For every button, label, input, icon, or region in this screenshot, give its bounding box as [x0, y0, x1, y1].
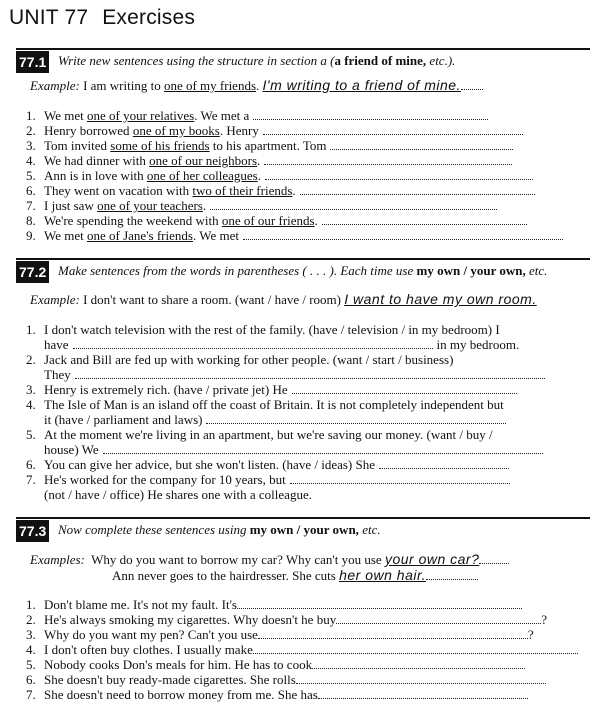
answer-blank[interactable] — [336, 612, 541, 627]
answer-blank[interactable] — [206, 412, 506, 427]
example-line: Example: I am writing to one of my friends. I'm writing to a friend of mine. — [30, 77, 483, 94]
exercise-item: 6. She doesn't buy ready-made cigarettes. She rolls — [26, 672, 546, 687]
example-answer: your own car? — [384, 551, 480, 567]
example-answer: her own hair. — [339, 567, 427, 583]
exercise-item: 1. We met one of your relatives. We met a — [26, 108, 488, 123]
exercise-item: 5. At the moment we're living in an apartment, but we're saving our money. (want / buy / — [26, 427, 493, 442]
exercise-item: 8. We're spending the weekend with one of our friends. — [26, 213, 527, 228]
exercise-number: 77.3 — [16, 520, 49, 542]
exercise-number: 77.1 — [16, 51, 49, 73]
example-answer: I want to have my own room. — [344, 291, 537, 307]
example-line-2: Ann never goes to the hairdresser. She cuts her own hair. — [112, 567, 478, 584]
instruction: Now complete these sentences using my own / your own, etc. — [58, 522, 381, 537]
exercise-item: 3. Henry is extremely rich. (have / private jet) He — [26, 382, 517, 397]
section-rule — [16, 517, 590, 519]
exercise-item: 3. Tom invited some of his friends to his apartment. Tom — [26, 138, 513, 153]
exercise-item: 4. We had dinner with one of our neighbors. — [26, 153, 512, 168]
exercise-item-cont: have in my bedroom. — [44, 337, 520, 352]
answer-blank[interactable] — [318, 687, 528, 702]
answer-blank[interactable] — [296, 672, 546, 687]
exercise-item: 6. You can give her advice, but she won't listen. (have / ideas) She — [26, 457, 509, 472]
answer-blank[interactable] — [210, 198, 497, 213]
answer-blank[interactable] — [290, 472, 510, 487]
unit-heading: Exercises — [102, 6, 196, 29]
exercise-number: 77.2 — [16, 261, 49, 283]
exercise-item: 4. I don't often buy clothes. I usually make — [26, 642, 578, 657]
exercise-item: 9. We met one of Jane's friends. We met — [26, 228, 563, 243]
answer-blank[interactable] — [73, 337, 433, 352]
instruction: Write new sentences using the structure in section a (a friend of mine, etc.). — [58, 53, 456, 68]
answer-blank[interactable] — [330, 138, 513, 153]
exercise-item: 2. Jack and Bill are fed up with working for other people. (want / start / business) — [26, 352, 454, 367]
answer-blank[interactable] — [312, 657, 525, 672]
exercise-item: 7. She doesn't need to borrow money from me. She has — [26, 687, 528, 702]
exercise-item: 1. Don't blame me. It's not my fault. It's — [26, 597, 522, 612]
answer-blank[interactable] — [264, 153, 512, 168]
answer-blank[interactable] — [253, 108, 488, 123]
answer-blank[interactable] — [243, 228, 563, 243]
exercise-item: 3. Why do you want my pen? Can't you use ? — [26, 627, 534, 642]
section-rule — [16, 258, 590, 260]
exercise-item: 5. Nobody cooks Don's meals for him. He has to cook — [26, 657, 525, 672]
instruction: Make sentences from the words in parentheses ( . . . ). Each time use my own / your own, etc. — [58, 263, 548, 278]
exercise-item: 7. He's worked for the company for 10 years, but — [26, 472, 510, 487]
unit-label: UNIT 77 — [9, 6, 89, 29]
exercise-item: 2. He's always smoking my cigarettes. Why doesn't he buy ? — [26, 612, 547, 627]
section-rule — [16, 48, 590, 50]
exercise-item: 7. I just saw one of your teachers. — [26, 198, 497, 213]
answer-blank[interactable] — [75, 367, 545, 382]
exercise-item-cont: it (have / parliament and laws) — [44, 412, 510, 427]
answer-blank[interactable] — [258, 627, 528, 642]
exercise-item-cont: (not / have / office) He shares one with a colleague. — [44, 487, 312, 502]
exercise-item: 4. The Isle of Man is an island off the coast of Britain. It is not completely independent but — [26, 397, 504, 412]
answer-blank[interactable] — [237, 597, 522, 612]
answer-blank[interactable] — [292, 382, 517, 397]
exercise-item: 2. Henry borrowed one of my books. Henry — [26, 123, 523, 138]
answer-blank[interactable] — [263, 123, 523, 138]
unit-title — [9, 6, 195, 30]
example-answer: I'm writing to a friend of mine. — [262, 77, 461, 93]
exercise-item: 1. I don't watch television with the rest of the family. (have / television / in my bedroom) I — [26, 322, 500, 337]
answer-blank[interactable] — [103, 442, 543, 457]
answer-blank[interactable] — [265, 168, 533, 183]
exercise-item: 5. Ann is in love with one of her colleagues. — [26, 168, 533, 183]
exercise-item-cont: They — [44, 367, 549, 382]
example-line: Example: I don't want to share a room. (want / have / room) I want to have my own room. — [30, 291, 537, 307]
exercise-item-cont: house) We — [44, 442, 547, 457]
answer-blank[interactable] — [253, 642, 578, 657]
answer-blank[interactable] — [322, 213, 527, 228]
exercise-item: 6. They went on vacation with two of their friends. — [26, 183, 535, 198]
answer-blank[interactable] — [379, 457, 509, 472]
answer-blank[interactable] — [300, 183, 535, 198]
example-line-1: Examples: Why do you want to borrow my car? Why can't you use your own car? — [30, 551, 509, 568]
